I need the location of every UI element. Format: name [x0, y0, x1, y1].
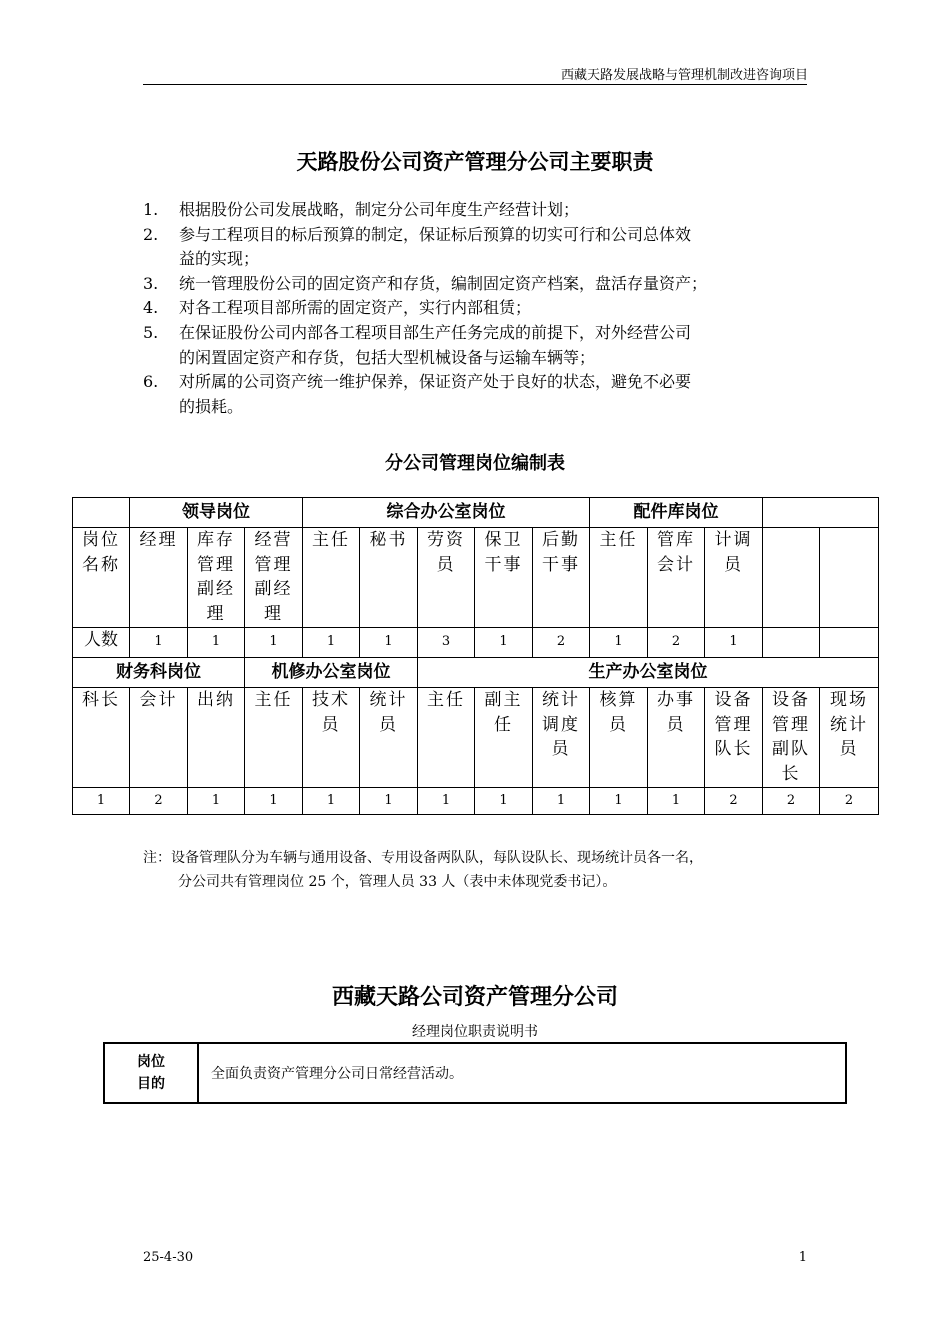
position-cell [475, 528, 533, 628]
count-cell: 1 [245, 628, 303, 658]
cell-line: 名称 [82, 554, 120, 575]
label-line: 岗位 [137, 1054, 165, 1070]
position-cell [590, 528, 648, 628]
cell-line: 主任 [312, 530, 350, 550]
position-cell [303, 528, 360, 628]
page-number: 1 [798, 1250, 807, 1265]
cell-line: 会计 [139, 690, 178, 710]
cell-line: 统计 [369, 690, 408, 710]
position-name-label [73, 528, 130, 628]
count-cell: 2 [820, 788, 879, 815]
job-description-table [103, 1042, 847, 1104]
duty-text-line: 的损耗。 [179, 396, 244, 416]
position-cell [763, 688, 820, 788]
group-parts-warehouse: 配件库岗位 [590, 498, 763, 528]
count-cell: 1 [360, 788, 418, 815]
cell-line: 员 [321, 714, 341, 735]
cell-line: 统计 [830, 714, 869, 735]
position-cell [360, 528, 418, 628]
note-line-2: 分公司共有管理岗位 25 个，管理人员 33 人（表中未体现党委书记）。 [178, 874, 617, 890]
header-rule [143, 84, 807, 85]
group-finance: 财务科岗位 [73, 658, 245, 688]
position-cell [418, 688, 475, 788]
position-cell [418, 528, 475, 628]
count-cell: 1 [590, 628, 648, 658]
section-title-duties: 天路股份公司资产管理分公司主要职责 [296, 150, 654, 174]
count-cell: 2 [648, 628, 705, 658]
position-row-2 [73, 688, 879, 788]
cell-line: 现场 [830, 690, 869, 710]
cell-line: 经理 [139, 530, 178, 550]
duty-number: 2. [143, 224, 159, 244]
count-cell: 1 [360, 628, 418, 658]
cell-line: 理 [206, 603, 226, 624]
cell-line: 副经 [197, 579, 235, 599]
duty-number: 3. [143, 273, 159, 293]
empty-cell [763, 498, 879, 528]
cell-line: 主任 [427, 690, 465, 710]
staffing-table-title: 分公司管理岗位编制表 [385, 453, 565, 474]
group-header-row-1 [73, 498, 879, 528]
label-line: 目的 [137, 1076, 165, 1092]
empty-cell [73, 498, 130, 528]
position-cell [130, 688, 188, 788]
count-cell: 1 [705, 628, 763, 658]
count-cell: 2 [705, 788, 763, 815]
duty-item [143, 321, 813, 370]
count-cell: 1 [533, 788, 590, 815]
count-cell: 1 [590, 788, 648, 815]
group-leadership: 领导岗位 [130, 498, 303, 528]
footer-date: 25-4-30 [143, 1250, 194, 1265]
duty-item [143, 198, 813, 223]
cell-line: 管理 [197, 554, 235, 575]
cell-line: 主任 [599, 530, 638, 550]
position-cell [590, 688, 648, 788]
cell-line: 管理 [254, 554, 293, 575]
duty-number: 1. [143, 200, 159, 219]
count-row-2 [73, 788, 879, 815]
duty-number: 4. [143, 298, 159, 318]
position-cell [245, 688, 303, 788]
cell-line: 劳资 [427, 530, 465, 550]
position-cell [820, 688, 879, 788]
job-purpose-content: 全面负责资产管理分公司日常经营活动。 [211, 1066, 463, 1082]
position-row-1 [73, 528, 879, 628]
duty-item [143, 370, 813, 419]
cell-line: 员 [379, 714, 398, 735]
cell-line: 秘书 [369, 530, 408, 550]
count-label: 人数 [73, 628, 130, 658]
header-title: 西藏天路发展战略与管理机制改进咨询项目 [560, 68, 808, 83]
cell-line: 计调 [714, 530, 753, 550]
cell-line: 调度 [542, 714, 580, 735]
cell-line: 设备 [714, 690, 753, 710]
cell-line: 副主 [484, 690, 523, 710]
position-cell [245, 528, 303, 628]
position-cell [533, 688, 590, 788]
cell-line: 理 [264, 603, 283, 624]
position-cell [648, 528, 705, 628]
cell-line: 出纳 [197, 690, 235, 710]
position-cell [475, 688, 533, 788]
count-cell [820, 628, 879, 658]
position-cell [648, 688, 705, 788]
cell-line: 后勤 [542, 530, 580, 550]
group-header-row-2 [73, 658, 879, 688]
position-cell [705, 688, 763, 788]
duty-item [143, 272, 813, 297]
section-title-company: 西藏天路公司资产管理分公司 [331, 985, 618, 1010]
position-cell [73, 688, 130, 788]
cell-line: 办事 [657, 690, 695, 710]
group-production-office: 生产办公室岗位 [418, 658, 879, 688]
duty-text-line: 益的实现； [179, 249, 260, 269]
cell-line: 员 [724, 554, 744, 575]
cell-line: 库存 [197, 530, 235, 550]
cell-line: 管库 [657, 530, 695, 550]
duty-text-line: 根据股份公司发展战略，制定分公司年度生产经营计划； [179, 200, 580, 219]
cell-line: 副队 [772, 739, 811, 759]
position-cell [360, 688, 418, 788]
duty-item [143, 296, 813, 321]
count-cell: 2 [130, 788, 188, 815]
cell-line: 员 [551, 739, 571, 759]
cell-line: 副经 [254, 579, 293, 599]
position-cell [705, 528, 763, 628]
count-cell [763, 628, 820, 658]
cell-line: 长 [781, 763, 801, 784]
count-cell: 1 [188, 788, 245, 815]
cell-line: 干事 [542, 554, 580, 575]
position-cell [820, 528, 879, 628]
cell-line: 主任 [254, 690, 293, 710]
cell-line: 管理 [772, 714, 811, 735]
note-line-1: 注：设备管理队分为车辆与通用设备、专用设备两队队，每队设队长、现场统计员各一名， [143, 850, 703, 866]
duty-text-line: 参与工程项目的标后预算的制定，保证标后预算的切实可行和公司总体效 [179, 224, 692, 244]
count-cell: 1 [303, 628, 360, 658]
count-cell: 1 [188, 628, 245, 658]
count-cell: 1 [73, 788, 130, 815]
group-general-office: 综合办公室岗位 [303, 498, 590, 528]
count-cell: 1 [245, 788, 303, 815]
count-row-1 [73, 628, 879, 658]
job-purpose-label [105, 1044, 199, 1102]
section-subtitle: 经理岗位职责说明书 [412, 1024, 538, 1040]
cell-line: 管理 [714, 714, 753, 735]
cell-line: 核算 [599, 690, 638, 710]
count-cell: 3 [418, 628, 475, 658]
cell-line: 干事 [484, 554, 523, 575]
position-cell [533, 528, 590, 628]
count-cell: 1 [475, 788, 533, 815]
cell-line: 员 [666, 714, 686, 735]
count-cell: 2 [763, 788, 820, 815]
duty-number: 6. [143, 372, 159, 392]
count-cell: 1 [475, 628, 533, 658]
cell-line: 保卫 [484, 530, 523, 550]
cell-line: 科长 [82, 690, 120, 710]
cell-line: 岗位 [82, 530, 120, 550]
cell-line: 任 [494, 714, 513, 735]
cell-line: 员 [839, 739, 859, 759]
duty-text-line: 对各工程项目部所需的固定资产，实行内部租赁； [179, 298, 532, 318]
count-cell: 1 [130, 628, 188, 658]
table-note [143, 846, 703, 894]
position-cell [188, 528, 245, 628]
cell-line: 会计 [657, 554, 695, 575]
cell-line: 员 [436, 554, 456, 575]
count-cell: 1 [648, 788, 705, 815]
position-cell [303, 688, 360, 788]
position-cell [763, 528, 820, 628]
duty-text-line: 在保证股份公司内部各工程项目部生产任务完成的前提下，对外经营公司 [179, 322, 692, 342]
cell-line: 技术 [312, 690, 350, 710]
position-cell [130, 528, 188, 628]
staffing-table [72, 497, 879, 815]
duty-number: 5. [143, 322, 159, 342]
count-cell: 1 [303, 788, 360, 815]
count-cell: 1 [418, 788, 475, 815]
cell-line: 统计 [542, 690, 580, 710]
position-cell [188, 688, 245, 788]
duty-text-line: 对所属的公司资产统一维护保养，保证资产处于良好的状态，避免不必要 [179, 372, 692, 392]
cell-line: 经营 [254, 530, 293, 550]
cell-line: 队长 [714, 739, 753, 759]
group-maintenance-office: 机修办公室岗位 [245, 658, 418, 688]
duty-text-line: 的闲置固定资产和存货，包括大型机械设备与运输车辆等； [179, 347, 596, 367]
duty-item [143, 223, 813, 272]
cell-line: 员 [609, 714, 628, 735]
count-cell: 2 [533, 628, 590, 658]
cell-line: 设备 [772, 690, 811, 710]
duties-list [143, 198, 813, 419]
duty-text-line: 统一管理股份公司的固定资产和存货，编制固定资产档案，盘活存量资产； [179, 273, 708, 293]
